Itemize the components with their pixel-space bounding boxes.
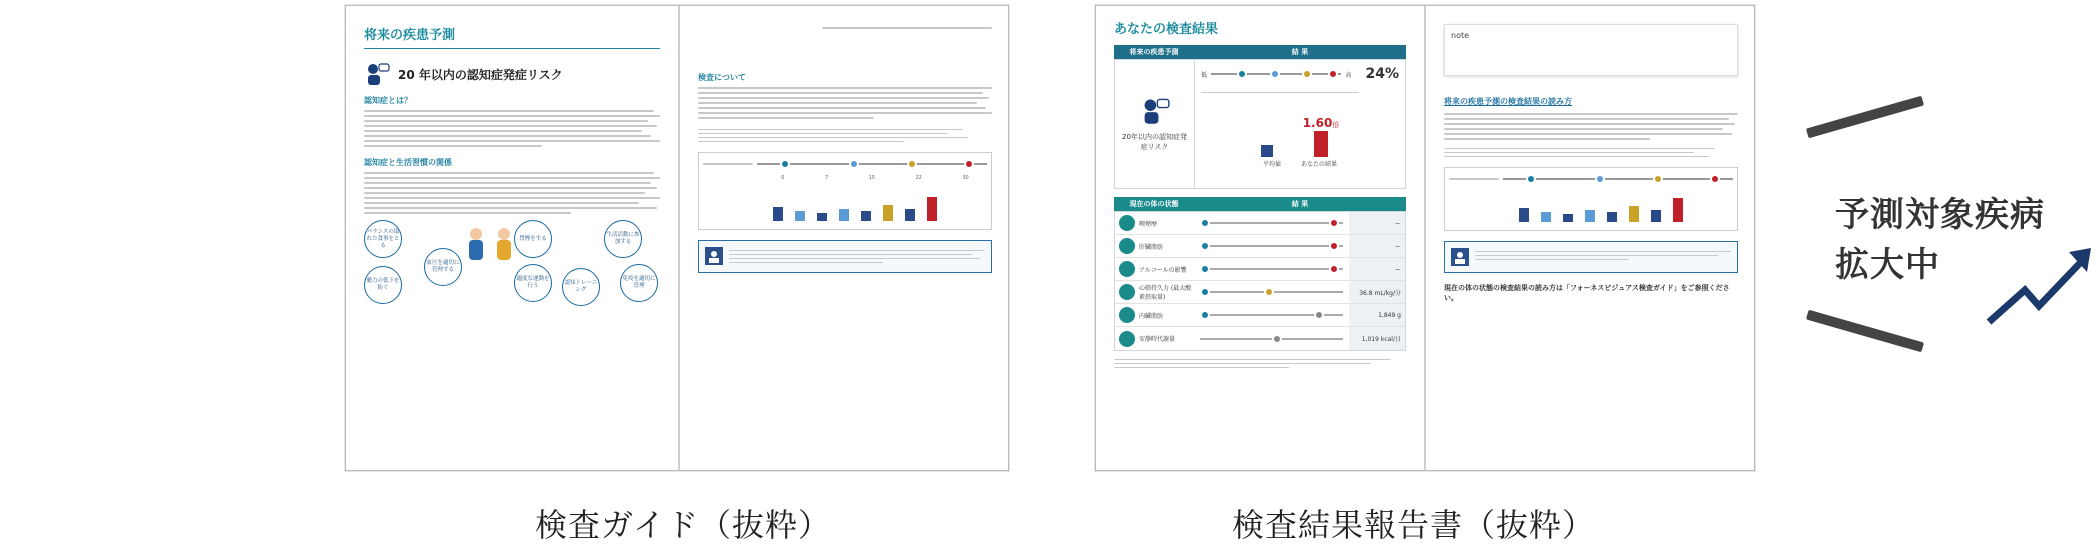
header-text	[698, 24, 992, 32]
prevention-bubble: 禁煙をする	[514, 220, 552, 258]
low-label: 低	[1201, 71, 1208, 79]
prevention-bubble: バランスの取れた食事をとる	[364, 220, 402, 258]
status-value: ー	[1349, 212, 1405, 234]
risk-ratio: 1.60	[1302, 116, 1333, 130]
prevention-illustration	[364, 220, 660, 310]
status-table-header	[1114, 197, 1406, 211]
status-table	[1114, 211, 1406, 351]
status-row	[1115, 281, 1405, 304]
status-name: 肝臓脂肪	[1139, 243, 1164, 251]
brain-person-icon	[1140, 96, 1170, 126]
status-value: 1,019 kcal/日	[1349, 327, 1405, 350]
status-value: 36.8 mL/kg/分	[1349, 281, 1405, 303]
report-booklet	[1095, 5, 1755, 471]
status-row	[1115, 304, 1405, 327]
prevention-bubble: 血圧を適切に管理する	[424, 248, 462, 286]
status-row	[1115, 212, 1405, 235]
tick-label: 30	[962, 175, 969, 181]
col-header: 現在の体の状態	[1129, 200, 1179, 208]
prevention-bubble: 生活活動に参加する	[604, 220, 642, 258]
report-right-page	[1426, 6, 1756, 470]
trend-arrow-icon	[1985, 240, 2095, 330]
guide-right-page	[680, 6, 1010, 470]
status-name: アルコールの影響	[1139, 266, 1187, 274]
risk-name: 20年以内の認知症発症リスク	[1122, 133, 1187, 151]
you-label: あなたの結果	[1301, 161, 1338, 168]
guide-page-title: 将来の疾患予測	[364, 24, 660, 49]
tick-label: 22	[915, 175, 922, 181]
banner-line2: 拡大中	[1835, 245, 1940, 285]
tick-label: 0	[781, 175, 785, 181]
footnotes	[1114, 359, 1406, 368]
accent-stroke-top	[1806, 96, 1924, 139]
status-row	[1115, 258, 1405, 281]
people-group-icon	[705, 247, 723, 265]
body-text-block-3	[698, 87, 992, 119]
col-header: 結 果	[1291, 48, 1309, 56]
report-left-page	[1096, 6, 1424, 470]
risk-percentage: 24%	[1365, 66, 1399, 82]
report-page-title: あなたの検査結果	[1114, 22, 1219, 37]
col-header: 将来の疾患予測	[1129, 48, 1179, 56]
tick-label: 15	[868, 175, 875, 181]
you-bar	[1314, 131, 1328, 157]
col-header: 結 果	[1291, 200, 1309, 208]
body-text-block-4	[1444, 113, 1738, 140]
ratio-unit: 倍	[1332, 121, 1340, 129]
high-label: 高	[1345, 71, 1352, 79]
status-row	[1115, 327, 1405, 350]
footnotes	[698, 129, 992, 142]
axis-ticks	[703, 171, 987, 185]
subheading-dementia: 認知症とは？	[364, 96, 412, 105]
status-name: 内臓脂肪	[1139, 312, 1164, 320]
status-value: ー	[1349, 235, 1405, 257]
guide-left-page	[346, 6, 678, 470]
sample-risk-chart	[1444, 167, 1738, 231]
brain-person-icon	[364, 61, 390, 87]
note-field[interactable]: note	[1444, 24, 1738, 76]
subheading-about-test: 検査について	[698, 73, 746, 82]
prevention-bubble: 適度な運動を行う	[514, 264, 552, 302]
prevention-bubble: 免疫を適切に管理	[620, 264, 658, 302]
footnotes	[1444, 148, 1738, 157]
accent-stroke-bottom	[1806, 310, 1924, 353]
prevention-bubble: 認知トレーニング	[562, 268, 600, 306]
status-name: 喫煙歴	[1139, 220, 1158, 228]
report-caption: 検査結果報告書（抜粋）	[1232, 506, 1596, 544]
avg-label: 平均値	[1262, 161, 1281, 168]
section-title: 20 年以内の認知症発症リスク	[398, 67, 563, 82]
guide-booklet	[345, 5, 1009, 471]
expansion-banner	[1805, 100, 2100, 360]
avg-bar	[1261, 145, 1273, 157]
people-illustration	[464, 224, 524, 264]
status-name: 心肺持久力 (最大酸素摂取量)	[1139, 285, 1192, 301]
status-name: 安静時代謝量	[1139, 336, 1176, 343]
tick-label: 7	[824, 175, 829, 181]
note-box	[1444, 241, 1738, 273]
people-group-icon	[1451, 248, 1469, 266]
guide-caption: 検査ガイド（抜粋）	[535, 506, 832, 544]
sample-risk-chart	[698, 152, 992, 230]
reading-guide-link[interactable]: 将来の疾患予測の検査結果の読み方	[1444, 97, 1572, 106]
reading-guide-heading	[1444, 96, 1738, 107]
body-text-block-2	[364, 172, 660, 214]
status-row	[1115, 235, 1405, 258]
prevention-bubble: 聴力の低下を防ぐ	[364, 266, 402, 304]
risk-result-box	[1114, 59, 1406, 189]
footer-link[interactable]: 現在の体の状態の検査結果の読み方は「フォーネスビジュアス検査ガイド」をご参照ください。	[1444, 284, 1730, 302]
subheading-lifestyle: 認知症と生活習慣の関係	[364, 158, 452, 167]
body-text-block-1	[364, 110, 660, 147]
banner-line1: 予測対象疾病	[1835, 195, 2045, 235]
note-box	[698, 240, 992, 273]
status-value: 1,849 g	[1349, 304, 1405, 326]
risk-table-header	[1114, 45, 1406, 59]
status-value: ー	[1349, 258, 1405, 280]
